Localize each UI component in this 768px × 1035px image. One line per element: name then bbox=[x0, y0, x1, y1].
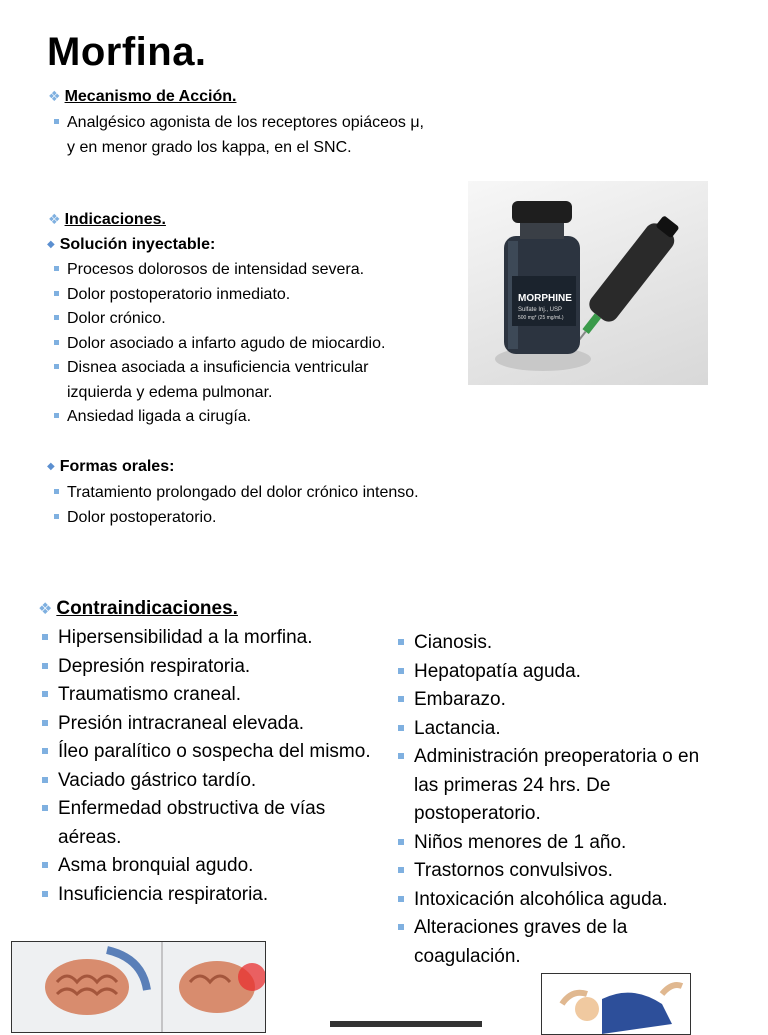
person-illustration bbox=[542, 974, 690, 1034]
brain-illustration bbox=[12, 942, 265, 1032]
list-item: Dolor postoperatorio inmediato. bbox=[54, 283, 424, 308]
list-item: Dolor postoperatorio. bbox=[54, 506, 424, 531]
list-item: Dolor crónico. bbox=[54, 307, 424, 332]
orales-label-text: Formas orales: bbox=[59, 458, 175, 475]
list-item: Traumatismo craneal. bbox=[42, 681, 382, 710]
list-item: Presión intracraneal elevada. bbox=[42, 710, 382, 739]
list-item: Dolor asociado a infarto agudo de miocardio. bbox=[54, 332, 424, 357]
list-item: Vaciado gástrico tardío. bbox=[42, 767, 382, 796]
list-item: Administración preoperatoria o en las primeras 24 hrs. De postoperatorio. bbox=[398, 743, 728, 829]
list-item: Insuficiencia respiratoria. bbox=[42, 881, 382, 910]
contraindicaciones-heading bbox=[38, 598, 238, 620]
list-item: Alteraciones graves de la coagulación. bbox=[398, 914, 728, 971]
inyectable-list bbox=[54, 258, 424, 430]
mecanismo-heading bbox=[48, 88, 236, 106]
list-item: Tratamiento prolongado del dolor crónico intenso. bbox=[54, 481, 424, 506]
list-item: Lactancia. bbox=[398, 715, 728, 744]
orales-label bbox=[47, 458, 174, 476]
page-title: Morfina. bbox=[47, 30, 207, 74]
list-item: Disnea asociada a insuficiencia ventricular izquierda y edema pulmonar. bbox=[54, 356, 424, 405]
diamond-small-icon: ◆ bbox=[47, 461, 55, 472]
list-item: Depresión respiratoria. bbox=[42, 653, 382, 682]
list-item: Niños menores de 1 año. bbox=[398, 829, 728, 858]
list-item: Asma bronquial agudo. bbox=[42, 852, 382, 881]
indicaciones-heading bbox=[48, 211, 166, 229]
vial-line1-text: Sulfate Inj., USP bbox=[518, 307, 563, 313]
diamond-bullet-icon: ❖ bbox=[48, 211, 61, 227]
vial-line2-text: 500 mg* (25 mg/mL) bbox=[518, 315, 564, 321]
list-item: Hepatopatía aguda. bbox=[398, 658, 728, 687]
mecanismo-list bbox=[54, 111, 434, 160]
inyectable-label-text: Solución inyectable: bbox=[59, 236, 216, 253]
partial-image-strip bbox=[330, 1021, 482, 1027]
list-item: Cianosis. bbox=[398, 629, 728, 658]
contraindicaciones-right-list bbox=[398, 629, 728, 971]
convulsion-image bbox=[541, 973, 691, 1035]
brain-injury-image bbox=[11, 941, 266, 1033]
morphine-photo bbox=[468, 181, 708, 385]
diamond-bullet-icon: ❖ bbox=[38, 601, 53, 618]
mecanismo-heading-text: Mecanismo de Acción. bbox=[64, 88, 237, 105]
contraindicaciones-heading-text: Contraindicaciones. bbox=[56, 598, 238, 619]
list-item: Hipersensibilidad a la morfina. bbox=[42, 624, 382, 653]
diamond-small-icon: ◆ bbox=[47, 239, 55, 250]
list-item: Intoxicación alcohólica aguda. bbox=[398, 886, 728, 915]
diamond-bullet-icon: ❖ bbox=[48, 88, 61, 104]
vial-brand-text: MORPHINE bbox=[518, 293, 572, 304]
contraindicaciones-left-list bbox=[42, 624, 382, 909]
orales-list bbox=[54, 481, 424, 530]
indicaciones-heading-text: Indicaciones. bbox=[64, 211, 166, 228]
list-item: Embarazo. bbox=[398, 686, 728, 715]
list-item: Analgésico agonista de los receptores opiáceos μ, y en menor grado los kappa, en el SNC. bbox=[54, 111, 434, 160]
vial-syringe-illustration bbox=[468, 181, 708, 385]
list-item: Ansiedad ligada a cirugía. bbox=[54, 405, 424, 430]
inyectable-label bbox=[47, 236, 215, 254]
list-item: Procesos dolorosos de intensidad severa. bbox=[54, 258, 424, 283]
list-item: Enfermedad obstructiva de vías aéreas. bbox=[42, 795, 382, 852]
list-item: Trastornos convulsivos. bbox=[398, 857, 728, 886]
list-item: Íleo paralítico o sospecha del mismo. bbox=[42, 738, 382, 767]
